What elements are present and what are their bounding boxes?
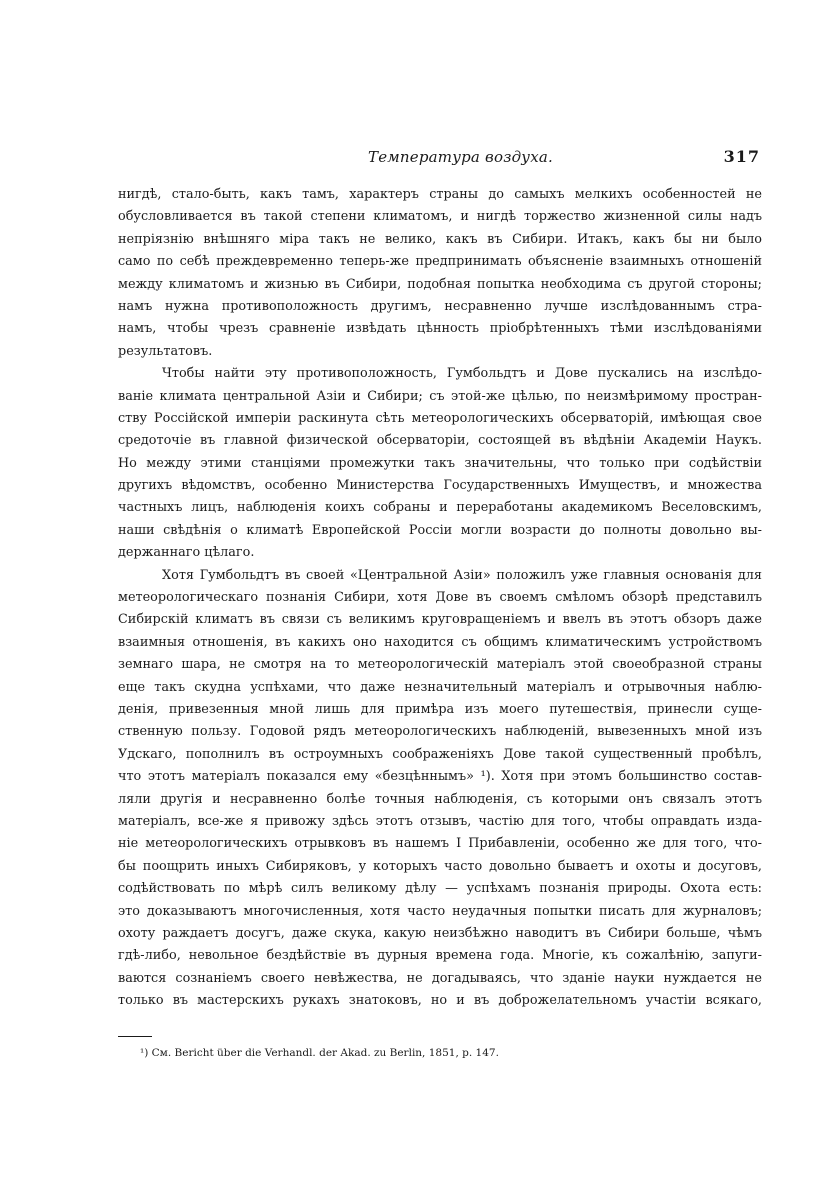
text-line: ваются сознаніемъ своего невѣжества, не догадываясь, что зданіе науки нуждается не [118,970,762,986]
text-line: матеріалъ, все-же я привожу здѣсь этотъ отзывъ, частію для того, чтобы оправдать изда- [118,813,762,829]
text-line: только въ мастерскихъ рукахъ знатоковъ, но и въ доброжелательномъ участіи всякаго, [118,993,762,1009]
text-line: еще такъ скудна успѣхами, что даже незначительный матеріалъ и отрывочныя наблю- [118,679,762,695]
text-line: наши свѣдѣнія о климатѣ Европейской Россіи могли возрасти до полноты довольно вы- [118,522,762,538]
text-line: другихъ вѣдомствъ, особенно Министерства Государственныхъ Имуществъ, и множества [118,478,762,494]
text-line: ваніе климата центральной Азіи и Сибири; съ этой-же цѣлью, по неизмѣримому простран- [118,388,762,404]
text-line: метеорологическаго познанія Сибири, хотя Дове въ своемъ смѣломъ обзорѣ представилъ [118,590,762,606]
text-line: частныхъ лицъ, наблюденія коихъ собраны и переработаны академикомъ Веселовскимъ, [118,500,762,516]
text-line: взаимныя отношенія, въ какихъ оно находится съ общимъ климатическимъ устройствомъ [118,634,762,650]
text-line: Удскаго, пополнилъ въ остроумныхъ соображеніяхъ Дове такой существенный пробѣлъ, [118,746,762,762]
page-number: 317 [723,147,760,166]
text-line: ству Россійской имперіи раскинута сѣть метеорологическихъ обсерваторій, имѣющая свое [118,410,762,426]
text-line: намъ, чтобы чрезъ сравненіе извѣдать цѣнность пріобрѣтенныхъ тѣми изслѣдованіями [118,321,762,337]
text-line: результатовъ. [118,343,213,359]
text-line: что этотъ матеріалъ показался ему «безцѣннымъ» ¹). Хотя при этомъ большинство состав- [118,769,762,785]
text-line: Сибирскій климатъ въ связи съ великимъ круговращеніемъ и ввелъ въ этотъ обзоръ даже [118,612,762,628]
text-line: бы поощрить иныхъ Сибиряковъ, у которыхъ часто довольно бываетъ и охоты и досуговъ, [118,858,762,874]
text-line: ляли другія и несравненно болѣе точныя наблюденія, съ которыми онъ связалъ этотъ [118,791,762,807]
text-line: между климатомъ и жизнью въ Сибири, подобная попытка необходима съ другой стороны; [118,276,762,292]
text-line: денія, привезенныя мной лишь для примѣра изъ моего путешествія, принесли суще- [118,701,762,717]
running-title: Температура воздуха. [368,148,553,166]
text-line: непріязнію внѣшняго міра такъ не велико, какъ въ Сибири. Итакъ, какъ бы ни было [118,231,762,247]
text-line: Но между этими станціями промежутки такъ значительны, что только при содѣйствіи [118,455,762,471]
text-line: само по себѣ преждевременно теперь-же предпринимать объясненіе взаимныхъ отношеній [118,254,762,270]
text-line: охоту раждаетъ досугъ, даже скука, какую неизбѣжно наводитъ въ Сибири больше, чѣмъ [118,925,762,941]
text-line: земнаго шара, не смотря на то метеорологическій матеріалъ этой своеобразной страны [118,657,762,673]
text-line: Чтобы найти эту противоположность, Гумбольдтъ и Дове пускались на изслѣдо- [162,366,762,382]
text-line: обусловливается въ такой степени климатомъ, и нигдѣ торжество жизненной силы надъ [118,209,762,225]
body-text [118,184,762,1012]
text-line: гдѣ-либо, невольное бездѣйствіе въ дурныя времена года. Многіе, къ сожалѣнію, запуги- [118,948,762,964]
text-line: намъ нужна противоположность другимъ, несравненно лучше изслѣдованнымъ стра- [118,298,762,314]
page-header [118,148,762,172]
text-line: содѣйствовать по мѣрѣ силъ великому дѣлу — успѣхамъ познанія природы. Охота есть: [118,881,762,897]
text-line: Хотя Гумбольдтъ въ своей «Центральной Азіи» положилъ уже главныя основанія для [162,567,762,583]
footnote-divider [118,1036,152,1037]
text-line: это доказываютъ многочисленныя, хотя часто неудачныя попытки писать для журналовъ; [118,903,762,919]
text-line: ственную пользу. Годовой рядъ метеорологическихъ наблюденій, вывезенныхъ мной изъ [118,724,762,740]
text-line: средоточіе въ главной физической обсерваторіи, состоящей въ вѣдѣніи Академіи Наукъ. [118,433,762,449]
footnote: ¹) См. Bericht über die Verhandl. der Akad. zu Berlin, 1851, p. 147. [140,1047,499,1059]
text-line: держаннаго цѣлаго. [118,545,255,561]
text-line: ніе метеорологическихъ отрывковъ въ нашемъ I Прибавленіи, особенно же для того, что- [118,836,762,852]
text-line: нигдѣ, стало-быть, какъ тамъ, характеръ страны до самыхъ мелкихъ особенностей не [118,187,762,202]
